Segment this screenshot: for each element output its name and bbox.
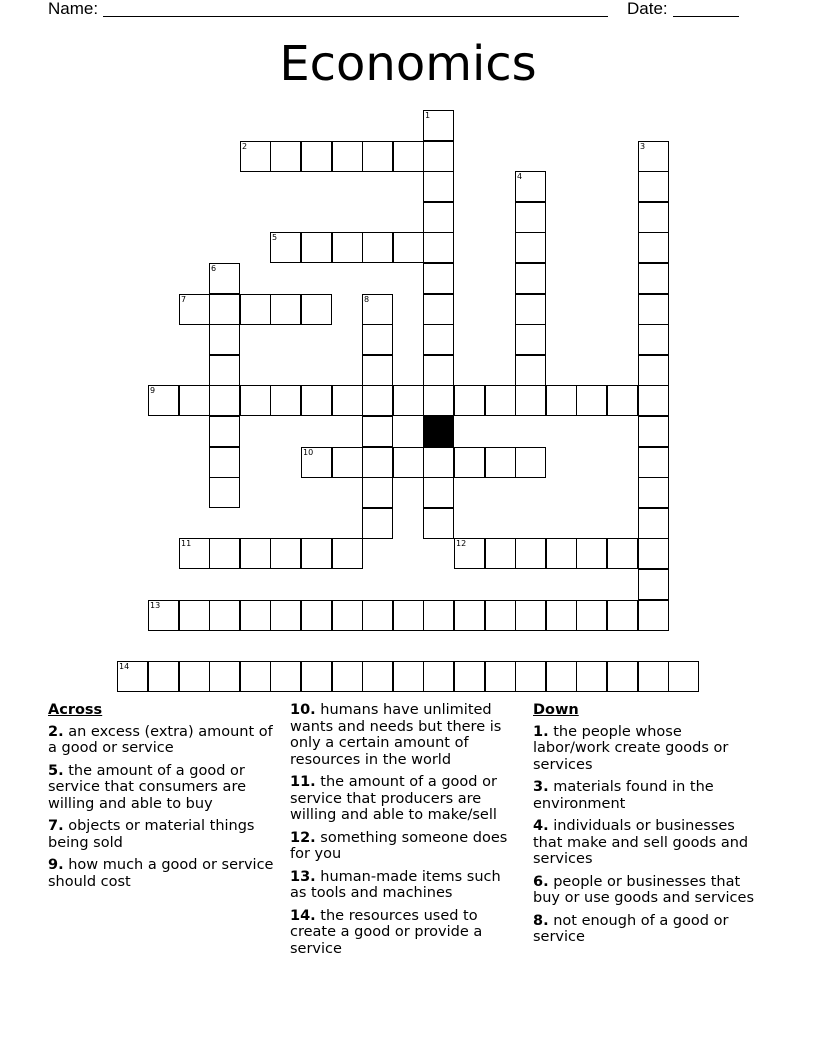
grid-cell[interactable] bbox=[301, 447, 332, 478]
clue-number: 3. bbox=[533, 779, 549, 795]
grid-cell[interactable] bbox=[638, 477, 669, 508]
clue-number: 11. bbox=[290, 774, 316, 790]
grid-cell[interactable] bbox=[485, 385, 516, 416]
grid-cell[interactable] bbox=[576, 385, 607, 416]
grid-cell[interactable] bbox=[148, 661, 179, 692]
clue-number: 10. bbox=[290, 702, 316, 718]
grid-cell[interactable] bbox=[362, 355, 393, 386]
grid-cell[interactable] bbox=[393, 232, 424, 263]
grid-cell[interactable] bbox=[209, 477, 240, 508]
clue-number-label: 8 bbox=[364, 295, 370, 304]
grid-cell[interactable] bbox=[485, 447, 516, 478]
clue-down-8 bbox=[533, 913, 763, 946]
grid-cell[interactable] bbox=[209, 385, 240, 416]
grid-cell[interactable] bbox=[515, 600, 546, 631]
clue-number-label: 9 bbox=[150, 386, 156, 395]
black-square bbox=[423, 416, 454, 447]
grid-cell[interactable] bbox=[362, 447, 393, 478]
grid-cell[interactable] bbox=[423, 508, 454, 539]
grid-cell[interactable] bbox=[638, 355, 669, 386]
clue-number-label: 12 bbox=[456, 539, 467, 548]
clue-text: objects or material things being sold bbox=[48, 818, 255, 851]
grid-cell[interactable] bbox=[515, 355, 546, 386]
grid-cell[interactable] bbox=[546, 538, 577, 569]
clue-number: 12. bbox=[290, 829, 316, 846]
grid-cell[interactable] bbox=[148, 385, 179, 416]
grid-cell[interactable] bbox=[668, 661, 699, 692]
grid-cell[interactable] bbox=[423, 202, 454, 233]
grid-cell[interactable] bbox=[270, 538, 301, 569]
clue-number: 7. bbox=[48, 818, 64, 834]
grid-cell[interactable] bbox=[209, 263, 240, 294]
grid-cell[interactable] bbox=[209, 324, 240, 355]
clue-down-6 bbox=[533, 874, 763, 907]
grid-cell[interactable] bbox=[362, 416, 393, 447]
grid-cell[interactable] bbox=[638, 600, 669, 631]
grid-cell[interactable] bbox=[362, 324, 393, 355]
grid-cell[interactable] bbox=[240, 294, 271, 325]
grid-cell[interactable] bbox=[638, 171, 669, 202]
clue-across-12 bbox=[290, 830, 518, 863]
grid-cell[interactable] bbox=[638, 447, 669, 478]
grid-cell[interactable] bbox=[270, 141, 301, 172]
clue-number: 5. bbox=[48, 762, 64, 779]
clue-number-label: 13 bbox=[150, 601, 161, 610]
grid-cell[interactable] bbox=[638, 263, 669, 294]
clue-number-label: 7 bbox=[181, 295, 187, 304]
clue-text: the amount of a good or service that consumers are willing and able to buy bbox=[48, 762, 247, 812]
clue-number: 14. bbox=[290, 907, 316, 924]
grid-cell[interactable] bbox=[332, 600, 363, 631]
grid-cell[interactable] bbox=[423, 171, 454, 202]
clue-text: human-made items such as tools and machines bbox=[290, 868, 501, 901]
grid-cell[interactable] bbox=[546, 385, 577, 416]
clue-number: 2. bbox=[48, 723, 64, 740]
clue-down-3 bbox=[533, 779, 763, 812]
grid-cell[interactable] bbox=[454, 661, 485, 692]
grid-cell[interactable] bbox=[332, 538, 363, 569]
grid-cell[interactable] bbox=[270, 661, 301, 692]
grid-cell[interactable] bbox=[454, 385, 485, 416]
clue-across-9 bbox=[48, 857, 274, 890]
grid-cell[interactable] bbox=[270, 385, 301, 416]
grid-cell[interactable] bbox=[515, 263, 546, 294]
clue-across-5 bbox=[48, 763, 274, 813]
date-label: Date: bbox=[627, 0, 668, 18]
grid-cell[interactable] bbox=[515, 232, 546, 263]
grid-cell[interactable] bbox=[485, 538, 516, 569]
grid-cell[interactable] bbox=[638, 141, 669, 172]
grid-cell[interactable] bbox=[301, 385, 332, 416]
clue-number-label: 10 bbox=[303, 448, 314, 457]
grid-cell[interactable] bbox=[209, 600, 240, 631]
grid-cell[interactable] bbox=[393, 661, 424, 692]
grid-cell[interactable] bbox=[515, 202, 546, 233]
grid-cell[interactable] bbox=[423, 263, 454, 294]
grid-cell[interactable] bbox=[515, 294, 546, 325]
grid-cell[interactable] bbox=[638, 202, 669, 233]
grid-cell[interactable] bbox=[148, 600, 179, 631]
grid-cell[interactable] bbox=[240, 538, 271, 569]
grid-cell[interactable] bbox=[423, 110, 454, 141]
grid-cell[interactable] bbox=[423, 232, 454, 263]
clue-number: 13. bbox=[290, 868, 316, 885]
grid-cell[interactable] bbox=[209, 416, 240, 447]
grid-cell[interactable] bbox=[362, 232, 393, 263]
grid-cell[interactable] bbox=[332, 447, 363, 478]
clue-number-label: 5 bbox=[272, 233, 278, 242]
clue-number-label: 2 bbox=[242, 142, 248, 151]
clue-number: 9. bbox=[48, 857, 64, 873]
grid-cell[interactable] bbox=[515, 538, 546, 569]
grid-cell[interactable] bbox=[607, 385, 638, 416]
grid-cell[interactable] bbox=[179, 294, 210, 325]
clue-text: the resources used to create a good or provide a service bbox=[290, 907, 483, 957]
grid-cell[interactable] bbox=[485, 661, 516, 692]
clue-text: the amount of a good or service that producers are willing and able to make/sell bbox=[290, 774, 497, 823]
grid-cell[interactable] bbox=[515, 324, 546, 355]
grid-cell[interactable] bbox=[515, 661, 546, 692]
grid-cell[interactable] bbox=[332, 232, 363, 263]
clue-number-label: 4 bbox=[517, 172, 523, 181]
clue-number-label: 14 bbox=[119, 662, 130, 671]
clue-down-1 bbox=[533, 724, 763, 774]
grid-cell[interactable] bbox=[423, 355, 454, 386]
grid-cell[interactable] bbox=[301, 661, 332, 692]
grid-cell[interactable] bbox=[423, 447, 454, 478]
clue-text: individuals or businesses that make and sell goods and services bbox=[533, 818, 749, 867]
clue-number: 8. bbox=[533, 912, 549, 929]
clue-text: something someone does for you bbox=[290, 829, 508, 862]
grid-cell[interactable] bbox=[301, 232, 332, 263]
grid-cell[interactable] bbox=[240, 661, 271, 692]
grid-cell[interactable] bbox=[607, 538, 638, 569]
grid-cell[interactable] bbox=[638, 569, 669, 600]
grid-cell[interactable] bbox=[332, 385, 363, 416]
grid-cell[interactable] bbox=[179, 661, 210, 692]
grid-cell[interactable] bbox=[638, 294, 669, 325]
clue-number: 1. bbox=[533, 723, 549, 740]
grid-cell[interactable] bbox=[454, 447, 485, 478]
grid-cell[interactable] bbox=[638, 385, 669, 416]
clue-down-4 bbox=[533, 818, 763, 868]
grid-cell[interactable] bbox=[546, 600, 577, 631]
grid-cell[interactable] bbox=[423, 294, 454, 325]
clue-across-7 bbox=[48, 818, 274, 851]
grid-cell[interactable] bbox=[179, 385, 210, 416]
clue-text: materials found in the environment bbox=[533, 779, 714, 812]
grid-cell[interactable] bbox=[485, 600, 516, 631]
across-heading: Across bbox=[48, 702, 103, 718]
grid-cell[interactable] bbox=[638, 661, 669, 692]
grid-cell[interactable] bbox=[362, 661, 393, 692]
clue-across-10 bbox=[290, 702, 518, 768]
grid-cell[interactable] bbox=[423, 141, 454, 172]
grid-cell[interactable] bbox=[423, 385, 454, 416]
grid-cell[interactable] bbox=[393, 447, 424, 478]
clue-text: the people whose labor/work create goods or services bbox=[533, 723, 729, 773]
grid-cell[interactable] bbox=[638, 416, 669, 447]
clue-number-label: 3 bbox=[640, 142, 646, 151]
grid-cell[interactable] bbox=[362, 600, 393, 631]
clue-across-14 bbox=[290, 908, 518, 958]
grid-cell[interactable] bbox=[270, 600, 301, 631]
grid-cell[interactable] bbox=[454, 538, 485, 569]
down-clues-column bbox=[533, 702, 763, 952]
grid-cell[interactable] bbox=[576, 661, 607, 692]
grid-cell[interactable] bbox=[393, 600, 424, 631]
grid-cell[interactable] bbox=[362, 385, 393, 416]
grid-cell[interactable] bbox=[515, 447, 546, 478]
grid-cell[interactable] bbox=[270, 294, 301, 325]
grid-cell[interactable] bbox=[117, 661, 148, 692]
clue-text: not enough of a good or service bbox=[533, 912, 729, 945]
grid-cell[interactable] bbox=[362, 477, 393, 508]
grid-cell[interactable] bbox=[362, 294, 393, 325]
grid-cell[interactable] bbox=[638, 232, 669, 263]
across-clues-column bbox=[48, 702, 274, 896]
grid-cell[interactable] bbox=[270, 232, 301, 263]
page-title: Economics bbox=[279, 36, 537, 92]
grid-cell[interactable] bbox=[362, 141, 393, 172]
grid-cell[interactable] bbox=[301, 294, 332, 325]
grid-cell[interactable] bbox=[332, 141, 363, 172]
grid-cell[interactable] bbox=[638, 324, 669, 355]
clue-number: 4. bbox=[533, 818, 549, 834]
clue-across-11 bbox=[290, 774, 518, 824]
grid-cell[interactable] bbox=[209, 355, 240, 386]
grid-cell[interactable] bbox=[576, 538, 607, 569]
clue-number: 6. bbox=[533, 873, 549, 890]
grid-cell[interactable] bbox=[454, 600, 485, 631]
grid-cell[interactable] bbox=[301, 141, 332, 172]
grid-cell[interactable] bbox=[240, 385, 271, 416]
grid-cell[interactable] bbox=[209, 661, 240, 692]
clue-number-label: 11 bbox=[181, 539, 192, 548]
name-label: Name: bbox=[48, 0, 99, 18]
grid-cell[interactable] bbox=[393, 385, 424, 416]
clue-across-2 bbox=[48, 724, 274, 757]
grid-cell[interactable] bbox=[423, 600, 454, 631]
grid-cell[interactable] bbox=[362, 508, 393, 539]
down-heading: Down bbox=[533, 702, 579, 718]
clue-number-label: 1 bbox=[425, 111, 431, 120]
grid-cell[interactable] bbox=[301, 538, 332, 569]
clue-number-label: 6 bbox=[211, 264, 217, 273]
grid-cell[interactable] bbox=[423, 477, 454, 508]
grid-cell[interactable] bbox=[423, 661, 454, 692]
grid-cell[interactable] bbox=[301, 600, 332, 631]
grid-cell[interactable] bbox=[576, 600, 607, 631]
grid-cell[interactable] bbox=[209, 294, 240, 325]
grid-cell[interactable] bbox=[638, 508, 669, 539]
clue-text: an excess (extra) amount of a good or service bbox=[48, 723, 273, 756]
grid-cell[interactable] bbox=[240, 141, 271, 172]
clue-text: how much a good or service should cost bbox=[48, 857, 274, 890]
grid-cell[interactable] bbox=[179, 538, 210, 569]
clue-across-13 bbox=[290, 869, 518, 902]
grid-cell[interactable] bbox=[515, 171, 546, 202]
grid-cell[interactable] bbox=[240, 600, 271, 631]
grid-cell[interactable] bbox=[515, 385, 546, 416]
across-clues-column-continued bbox=[290, 702, 518, 963]
grid-cell[interactable] bbox=[332, 661, 363, 692]
grid-cell[interactable] bbox=[209, 538, 240, 569]
grid-cell[interactable] bbox=[393, 141, 424, 172]
clue-text: humans have unlimited wants and needs but there is only a certain amount of resources in the world bbox=[290, 702, 502, 768]
grid-cell[interactable] bbox=[546, 661, 577, 692]
grid-cell[interactable] bbox=[179, 600, 210, 631]
clue-text: people or businesses that buy or use goods and services bbox=[533, 873, 754, 906]
grid-cell[interactable] bbox=[607, 600, 638, 631]
grid-cell[interactable] bbox=[209, 447, 240, 478]
grid-cell[interactable] bbox=[607, 661, 638, 692]
grid-cell[interactable] bbox=[638, 538, 669, 569]
grid-cell[interactable] bbox=[423, 324, 454, 355]
